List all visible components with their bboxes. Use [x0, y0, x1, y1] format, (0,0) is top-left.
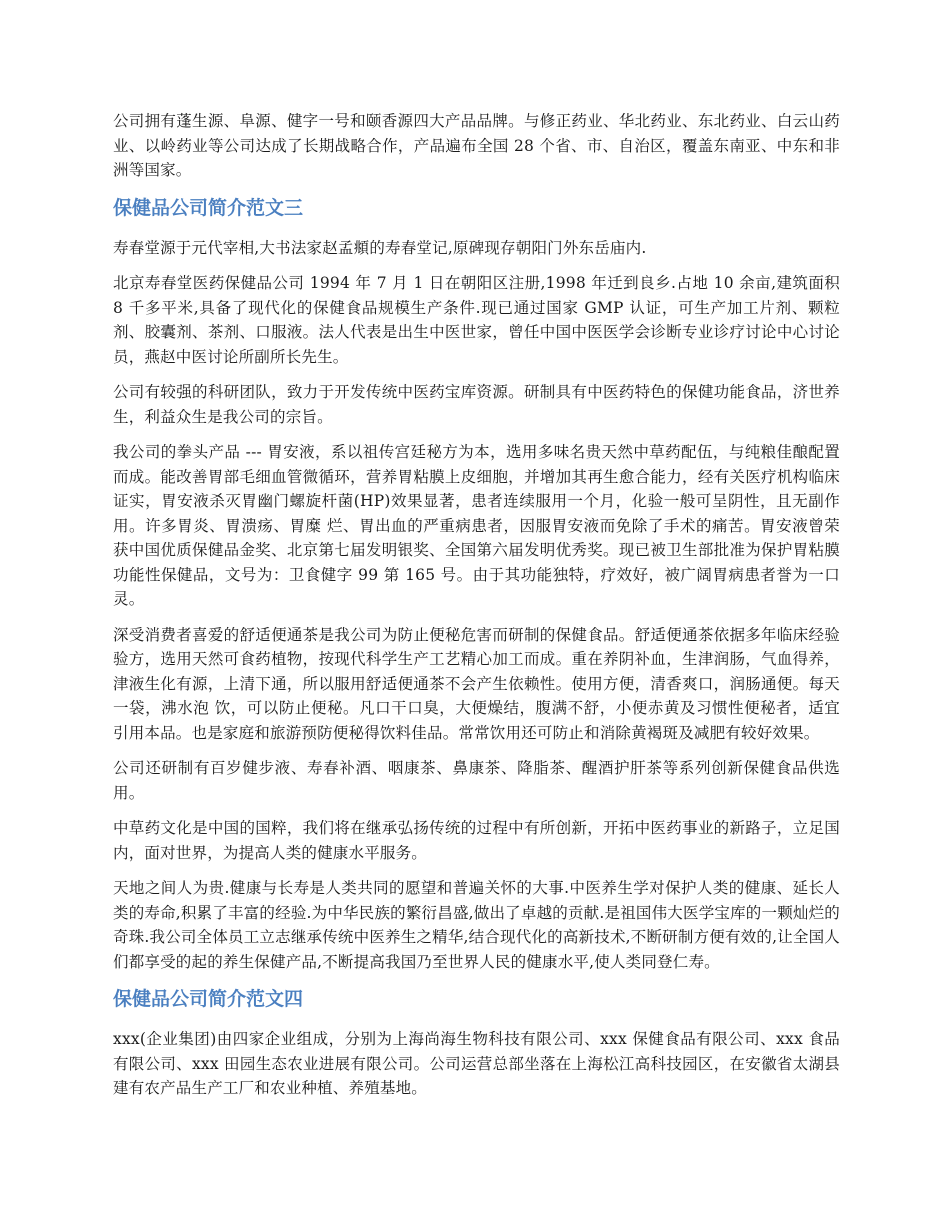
section-heading-4: 保健品公司简介范文四	[113, 988, 304, 1010]
section3-paragraph-4: 我公司的拳头产品 --- 胃安液，系以祖传宫廷秘方为本，选用多味名贵天然中草药配伍，与纯粮佳酿配置而成。能改善胃部毛细血管微循环，营养胃粘膜上皮细胞，并增加其再生愈合能力，经有关医疗机构临床证实，胃安液杀灭胃幽门螺旋杆菌(HP)效果显著，患者连续服用一个月，化验一般可呈阴性，且无副作用。许多胃炎、胃溃疡、胃糜 烂、胃出血的严重病患者，因服胃安液而免除了手术的痛苦。胃安液曾荣获中国优质保健品金奖、北京第七届发明银奖、全国第六届发明优秀奖。现已被卫生部批准为保护胃粘膜功能性保健品，文号为：卫食健字 99 第 165 号。由于其功能独特，疗效好，被广阔胃病患者誉为一口灵。	[113, 443, 840, 608]
section-heading-3: 保健品公司简介范文三	[113, 196, 304, 219]
section3-paragraph-3: 公司有较强的科研团队，致力于开发传统中医药宝库资源。研制具有中医药特色的保健功能食品，济世养生，利益众生是我公司的宗旨。	[113, 383, 840, 426]
section4-paragraph-1: xxx(企业集团)由四家企业组成，分别为上海尚海生物科技有限公司、xxx 保健食品有限公司、xxx 食品有限公司、xxx 田园生态农业进展有限公司。公司运营总部坐落在上海松江高科技园区，在安徽省太湖县建有农产品生产工厂和农业种植、养殖基地。	[113, 1030, 840, 1097]
section3-paragraph-1: 寿春堂源于元代宰相,大书法家赵孟頫的寿春堂记,原碑现存朝阳门外东岳庙内.	[113, 238, 647, 257]
section3-paragraph-7: 中草药文化是中国的国粹，我们将在继承弘扬传统的过程中有所创新，开拓中医药事业的新路子，立足国内，面对世界，为提高人类的健康水平服务。	[113, 819, 840, 862]
intro-paragraph: 公司拥有蓬生源、阜源、健字一号和颐香源四大产品品牌。与修正药业、华北药业、东北药业、白云山药业、以岭药业等公司达成了长期战略合作，产品遍布全国 28 个省、市、自治区，覆盖东南亚、中东和非洲等国家。	[113, 112, 840, 179]
section3-paragraph-8: 天地之间人为贵.健康与长寿是人类共同的愿望和普遍关怀的大事.中医养生学对保护人类的健康、延长人类的寿命,积累了丰富的经验.为中华民族的繁衍昌盛,做出了卓越的贡献.是祖国伟大医学宝库的一颗灿烂的奇珠.我公司全体员工立志继承传统中医养生之精华,结合现代化的高新技术,不断研制方便有效的,让全国人们都享受的起的养生保健产品,不断提高我国乃至世界人民的健康水平,使人类同登仁寿。	[113, 879, 841, 971]
document-page	[113, 109, 840, 1112]
section3-paragraph-6: 公司还研制有百岁健步液、寿春补酒、咽康茶、鼻康茶、降脂茶、醒酒护肝茶等系列创新保健食品供选用。	[113, 759, 840, 802]
section3-paragraph-2: 北京寿春堂医药保健品公司 1994 年 7 月 1 日在朝阳区注册,1998 年迁到良乡.占地 10 余亩,建筑面积 8 千多平米,具备了现代化的保健食品规模生产条件.现已通过国家 GMP 认证，可生产加工片剂、颗粒剂、胶囊剂、茶剂、口服液。法人代表是出生中医世家，曾任中国中医医学会诊断专业诊疗讨论中心讨论员，燕赵中医讨论所副所长先生。	[113, 274, 840, 366]
section3-paragraph-5: 深受消费者喜爱的舒适便通茶是我公司为防止便秘危害而研制的保健食品。舒适便通茶依据多年临床经验验方，选用天然可食药植物，按现代科学生产工艺精心加工而成。重在养阴补血，生津润肠，气血得养，津液生化有源，上清下通，所以服用舒适便通茶不会产生依赖性。使用方便，清香爽口，润肠通便。每天一袋，沸水泡 饮，可以防止便秘。凡口干口臭，大便燥结，腹满不舒，小便赤黄及习惯性便秘者，适宜引用本品。也是家庭和旅游预防便秘得饮料佳品。常常饮用还可防止和消除黄褐斑及减肥有较好效果。	[113, 625, 840, 742]
